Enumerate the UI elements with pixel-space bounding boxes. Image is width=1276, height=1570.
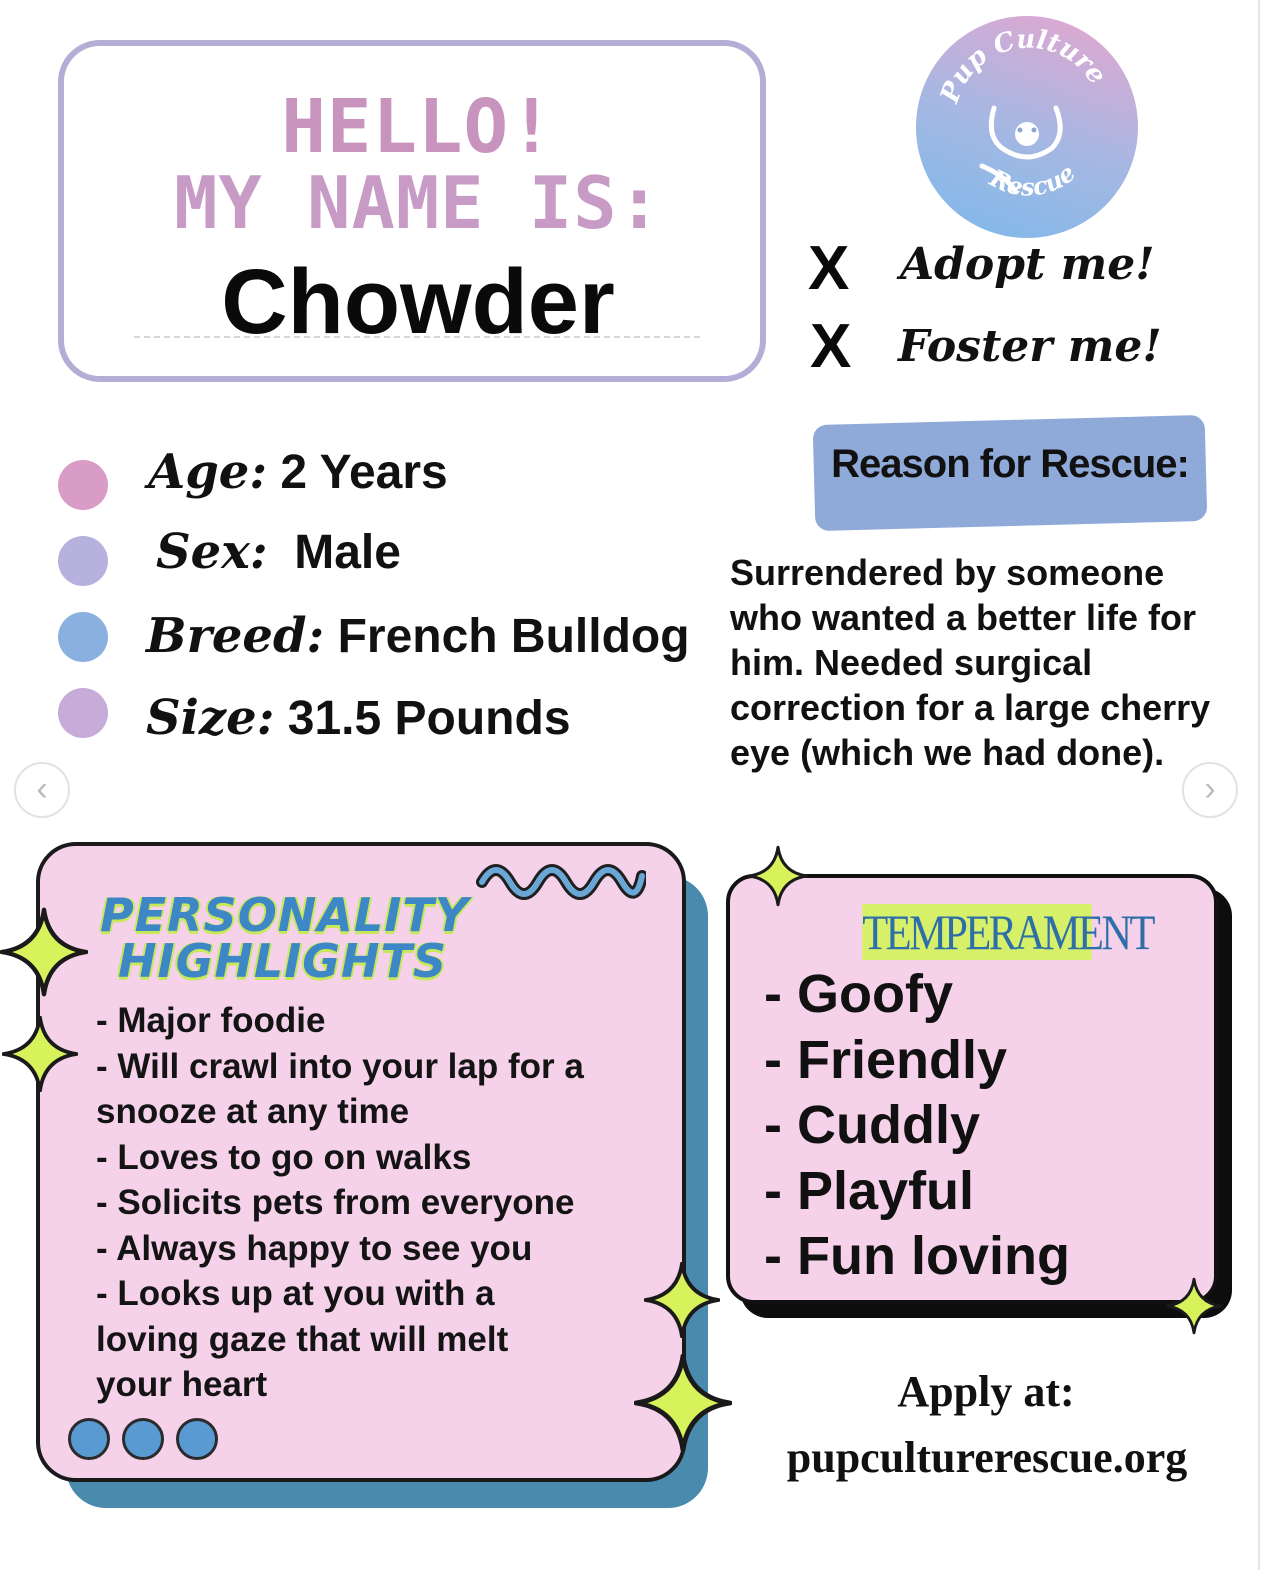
personality-line: - Always happy to see you [96,1228,533,1268]
sparkle-icon [748,844,808,908]
personality-list [96,998,656,1408]
sparkle-icon [644,1262,720,1338]
age-bullet [58,460,108,510]
foster-label: Foster me! [898,321,1162,372]
adopt-label: Adopt me! [900,239,1155,290]
reason-line: correction for a large cherry [730,687,1211,728]
sparkle-icon [1166,1272,1222,1340]
squiggle-icon [476,856,646,916]
personality-title-line-2: HIGHLIGHTS [118,934,448,988]
svg-text:Pup Culture [935,25,1112,108]
decor-dot-3 [176,1418,218,1460]
logo-graphic [916,16,1138,238]
sparkle-icon [634,1354,732,1452]
personality-line: - Major foodie [96,1001,326,1040]
decor-dot-2 [122,1418,164,1460]
breed-key: Breed: [146,608,325,664]
personality-line: snooze at any time [96,1092,410,1131]
personality-line: loving gaze that will melt [96,1319,509,1359]
personality-line: - Looks up at you with a [96,1274,495,1313]
breed-bullet [58,612,108,662]
temperament-item: - Fun loving [764,1226,1070,1286]
pet-name: Chowder [221,251,615,353]
logo-text-top: Pup Culture [935,24,1112,107]
reason-line: eye (which we had done). [730,732,1165,773]
reason-line: him. Needed surgical [730,642,1093,683]
age-row [148,444,448,501]
size-key: Size: [146,690,275,746]
sparkle-icon [0,902,88,1002]
sex-row [156,524,401,581]
frame-edge [1258,0,1260,1570]
size-value: 31.5 Pounds [287,692,571,745]
prev-slide-button[interactable]: ‹ [14,762,70,818]
apply-label: Apply at: [897,1367,1075,1416]
personality-line: your heart [96,1365,268,1404]
foster-checkbox[interactable]: X [810,312,852,381]
reason-title: Reason for Rescue: [831,442,1189,486]
pup-culture-rescue-logo [916,16,1138,238]
breed-value: French Bulldog [337,610,690,663]
reason-line: who wanted a better life for [730,597,1197,638]
temperament-item: - Playful [764,1160,975,1221]
temperament-item: - Friendly [764,1029,1008,1090]
next-slide-button[interactable]: › [1182,762,1238,818]
personality-line: - Solicits pets from everyone [96,1183,575,1222]
age-key: Age: [148,444,268,500]
logo-text-bottom: Rescue [985,157,1081,202]
temperament-item: - Cuddly [764,1095,980,1155]
apply-url-link[interactable]: pupculturerescue.org [786,1433,1188,1482]
personality-title [100,888,470,988]
sex-value: Male [294,526,401,579]
sex-key: Sex: [156,524,268,580]
name-tag [58,40,766,382]
reason-line: Surrendered by someone [730,552,1165,593]
sparkle-icon [2,1016,78,1092]
sex-bullet [58,536,108,586]
personality-title-line-1: PERSONALITY [100,888,470,942]
temperament-item: - Goofy [764,964,953,1024]
age-value: 2 Years [280,446,448,499]
reason-text [730,550,1260,775]
hello-line-2: MY NAME IS: [174,161,662,245]
adopt-checkbox[interactable]: X [808,234,850,303]
breed-row [146,608,690,665]
name-underline [134,336,700,338]
temperament-list [764,962,1204,1290]
hello-line-1: HELLO! [281,84,555,170]
size-row [146,690,571,747]
svg-text:Rescue [984,158,1080,202]
decor-dot-1 [68,1418,110,1460]
personality-line: - Loves to go on walks [96,1137,472,1177]
size-bullet [58,688,108,738]
temperament-title: TEMPERAMENT [862,904,1153,960]
personality-line: - Will crawl into your lap for a [96,1046,584,1086]
